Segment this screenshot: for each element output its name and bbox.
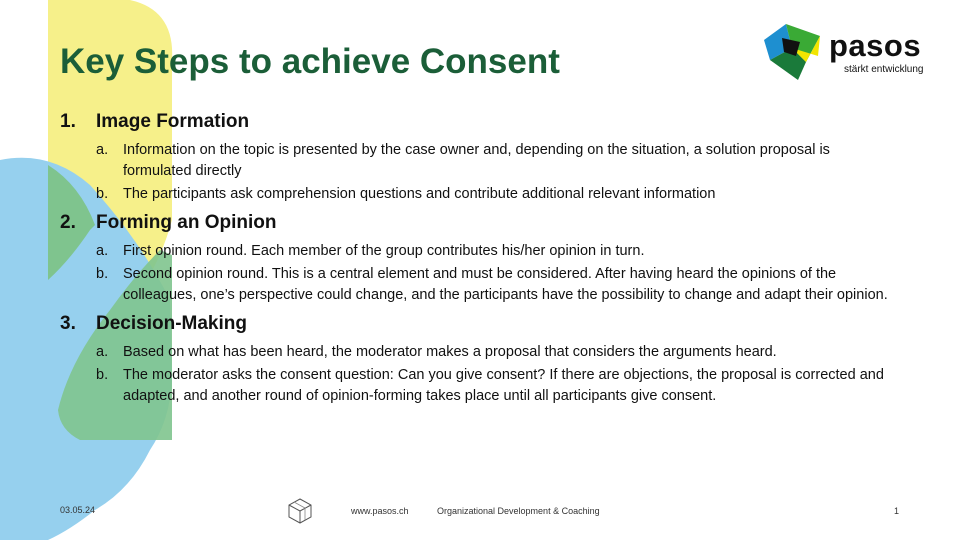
footer-organization: Organizational Development & Coaching xyxy=(437,506,600,516)
section-number: 2. xyxy=(60,212,76,233)
footer-date: 03.05.24 xyxy=(60,505,96,515)
logo-tagline: stärkt entwicklung xyxy=(844,64,924,75)
section-number: 3. xyxy=(60,313,76,334)
section-forming-opinion xyxy=(60,211,910,306)
item-text: Based on what has been heard, the moderator makes a proposal that considers the arguments heard. xyxy=(123,344,777,360)
pasos-logo xyxy=(760,22,940,82)
list-item xyxy=(60,184,910,205)
section-image-formation xyxy=(60,110,910,205)
item-letter: a. xyxy=(96,344,109,360)
footer-website[interactable]: www.pasos.ch xyxy=(351,506,409,516)
list-item xyxy=(60,264,910,306)
logo-wordmark: pasos xyxy=(829,28,922,63)
item-letter: b. xyxy=(96,186,109,202)
content-list xyxy=(60,110,910,413)
list-item xyxy=(60,140,910,182)
section-heading xyxy=(60,312,910,336)
item-letter: b. xyxy=(96,367,109,383)
section-items xyxy=(60,140,910,205)
item-letter: a. xyxy=(96,243,109,259)
section-title: Image Formation xyxy=(96,111,250,132)
section-items xyxy=(60,342,910,407)
section-items xyxy=(60,241,910,306)
section-decision-making xyxy=(60,312,910,407)
section-number: 1. xyxy=(60,111,76,132)
section-heading xyxy=(60,110,910,134)
page-number: 1 xyxy=(894,506,900,516)
item-text: The participants ask comprehension questions and contribute additional relevant information xyxy=(123,186,716,202)
slide-title: Key Steps to achieve Consent xyxy=(60,42,560,81)
section-title: Forming an Opinion xyxy=(96,212,277,233)
section-heading xyxy=(60,211,910,235)
item-text: First opinion round. Each member of the group contributes his/her opinion in turn. xyxy=(123,243,645,259)
item-letter: b. xyxy=(96,266,109,282)
cube-icon xyxy=(286,497,314,525)
item-text: Second opinion round. This is a central element and must be considered. After having heard the opinions of the colleagues, one’s perspective could change, and the participants have the possibility to change and adapt their opinion. xyxy=(123,266,888,303)
pasos-logo-icon xyxy=(760,22,824,82)
item-text: The moderator asks the consent question: Can you give consent? If there are objections, the proposal is corrected and adapted, and another round of opinion-forming takes place until all participants give consent. xyxy=(123,367,884,404)
list-item xyxy=(60,365,910,407)
section-title: Decision-Making xyxy=(96,313,247,334)
list-item xyxy=(60,342,910,363)
item-text: Information on the topic is presented by the case owner and, depending on the situation, a solution proposal is formulated directly xyxy=(123,142,830,179)
item-letter: a. xyxy=(96,142,109,158)
list-item xyxy=(60,241,910,262)
